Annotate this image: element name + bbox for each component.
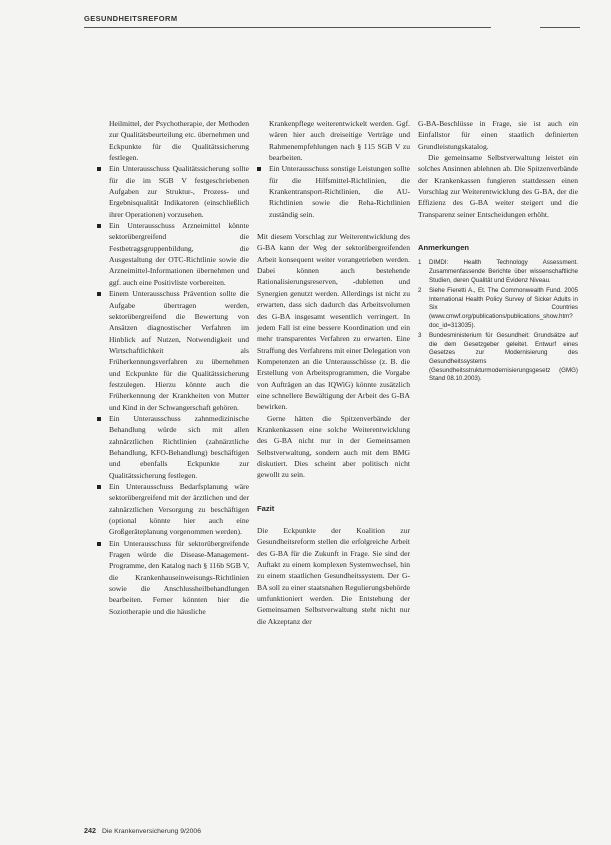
list-item: Ein Unterausschuss sonstige Leistungen sollte für die Hilfsmittel-Richtlinien, die Krankentransport-Richtlinien, die AU-Richtlinien sowie die Reha-Richtlinien zuständig sein. — [257, 163, 410, 220]
col2-bullet-list — [257, 163, 410, 220]
bullet-square-icon — [97, 224, 101, 228]
list-item: Ein Unterausschuss Qualitätssicherung sollte für die im SGB V festgeschriebenen Aufgaben zur Struktur-, Prozess- und Ergebnisqualität Indikatoren (einschließlich ihrer Operationen) vorzusehen. — [97, 163, 249, 220]
col1-intro: Heilmittel, der Psychotherapie, der Methoden zur Qualitätsbeurteilung etc. übernehmen und Eckpunkte für die Qualitätssicherung festlegen. — [109, 119, 249, 163]
list-item: Ein Unterausschuss Bedarfsplanung wäre sektorübergreifend mit der ärztlichen und der zahnärztlichen Versorgung zu beschäftigen (optional könnte hier auch eine Großgeräteplanung vorgenommen werden). — [97, 481, 249, 538]
col1-bullet-list — [97, 163, 249, 617]
col3-paragraph: G-BA-Beschlüsse in Frage, sie ist auch ein Einfallstor für einen staatlich definierten Grundleistungskatalog. — [418, 119, 578, 151]
bullet-square-icon — [97, 485, 101, 489]
bullet-square-icon — [97, 542, 101, 546]
column-3 — [418, 118, 578, 386]
bullet-square-icon — [97, 292, 101, 296]
col2-continuation: Krankenpflege weiterentwickelt werden. Ggf. wären hier auch dreiseitige Verträge und Rahmenempfehlungen nach § 115 SGB V zu bearbeiten. — [269, 119, 410, 163]
page-footer — [84, 826, 201, 835]
header-rule-right — [540, 27, 580, 28]
list-item: Ein Unterausschuss zahnmedizinische Behandlung würde sich mit allen zahnärztlichen Richtlinien (zahnärztliche Behandlung, KFO-Behandlung) beschäftigen und ebenfalls Eckpunkte zur Qualitätssicherung festlegen. — [97, 413, 249, 481]
page-number: 242 — [84, 826, 96, 835]
fazit-heading: Fazit — [257, 503, 275, 513]
column-1 — [97, 118, 249, 617]
list-item: Einem Unterausschuss Prävention sollte die Aufgabe übertragen werden, sektorübergreifend die Bewertung von Ansätzen diagnostischer Verfahren im Hinblick auf Nutzen, Notwendigkeit und Wirtschaftlichkeit als Früherkennungsverfahren zu übernehmen und Eckpunkte für die Qualitätssicherung festzulegen. Hierzu könnte auch die Früherkennung der Krankheiten von Mutter und Kind in der Schwangerschaft gehören. — [97, 288, 249, 413]
bullet-square-icon — [97, 167, 101, 171]
list-item: Ein Unterausschuss für sektorübergreifende Fragen würde die Disease-Management-Programme, den Katalog nach § 116b SGB V, die Krankenhauseinweisungs-Richtlinien sowie die Anschlussheilbehandlungen bearbeiten. Ferner könnten hier die Soziotherapie und die häusliche — [97, 538, 249, 617]
footnote-item: 3 Bundesministerium für Gesundheit: Grundsätze auf die dem Gesetzgeber geleitet. Entwurf eines Gesetzes zur Modernisierung des Gesundheitssystems (Gesundheitsstrukturmodernisierungsgesetz (GMG) Stand 08.10.2003). — [418, 332, 578, 383]
header-rule — [84, 27, 491, 28]
bullet-square-icon — [257, 167, 261, 171]
col2-paragraph: Gerne hätten die Spitzenverbände der Krankenkassen eine solche Weiterentwicklung des G-BA nicht nur in der Gemeinsamen Selbstverwaltung, sondern auch mit dem BMG diskutiert. Dies scheint aber politisch nicht gewollt zu sein. — [257, 413, 410, 480]
notes-heading: Anmerkungen — [418, 243, 470, 253]
col3-paragraph: Die gemeinsame Selbstverwaltung leistet ein solches Ansinnen ablehnen ab. Die Spitzenverbände der Krankenkassen fungieren stattdessen einen Vorschlag zur Weiterentwicklung des G-BA, der die Effizienz des G-BA weiter steigert und die Transparenz seiner Entscheidungen erhöht. — [418, 153, 578, 219]
fazit-paragraph: Die Eckpunkte der Koalition zur Gesundheitsreform stellen die erfolgreiche Arbeit des G-BA für die Zukunft in Frage. Sie sind der Auftakt zu einem komplexen Systemwechsel, hin zu einem staatlichen Gesundheitssystem. Der G-BA soll zu einer staatsnahen Regulierungsbehörde umfunktioniert werden. Die Entstehung der Gemeinsamen Selbstverwaltung steht nicht nur die Akzeptanz der — [257, 526, 410, 626]
footnotes — [418, 259, 578, 383]
column-2 — [257, 118, 410, 627]
list-item: Ein Unterausschuss Arzneimittel könnte sektorübergreifend die Festbetragsgruppenbildung, die Ausgestaltung der OTC-Richtlinie sowie die Arzneimittel-Informationen übernehmen und ggf. auch eine Positivliste vorbereiten. — [97, 220, 249, 288]
footnote-item: 1 DIMDI: Health Technology Assessment. Zusammenfassende Berichte über wissenschaftliche Studien, deren Qualität und Evidenz Niveau. — [418, 259, 578, 284]
journal-source: Die Krankenversicherung 9/2006 — [102, 828, 201, 835]
section-header: GESUNDHEITSREFORM — [84, 14, 178, 23]
bullet-square-icon — [97, 417, 101, 421]
col2-paragraph: Mit diesem Vorschlag zur Weiterentwicklung des G-BA kann der Weg der sektorübergreifenden Arbeit konsequent weiter vorangetrieben werden. Dabei können auch bestehende Rationalisierungsreserven, -dubletten und Synergien genutzt werden. Allerdings ist nicht zu erwarten, dass sich dadurch das Arbeitsvolumen des G-BA insgesamt wesentlich verringert. In jedem Fall ist eine bessere Koordination und ein mehr transparentes Verfahren zu erwarten. Eine Straffung des Verfahrens mit einer Delegation von Kompetenzen an die Unterausschüsse (z. B. die Erstellung von Arbeitsprogrammen, die Vorgabe von Aufträgen an das IQWiG) könnte zusätzlich eine schnellere Bewältigung der Arbeit des G-BA bewirken. — [257, 232, 410, 412]
footnote-item: 2 Siehe Fieretti A., Et. The Commonwealth Fund. 2005 International Health Policy Survey of Sicker Adults in Six Countries (www.cmwf.org/publications/publications_show.htm?doc_id=313035). — [418, 287, 578, 329]
